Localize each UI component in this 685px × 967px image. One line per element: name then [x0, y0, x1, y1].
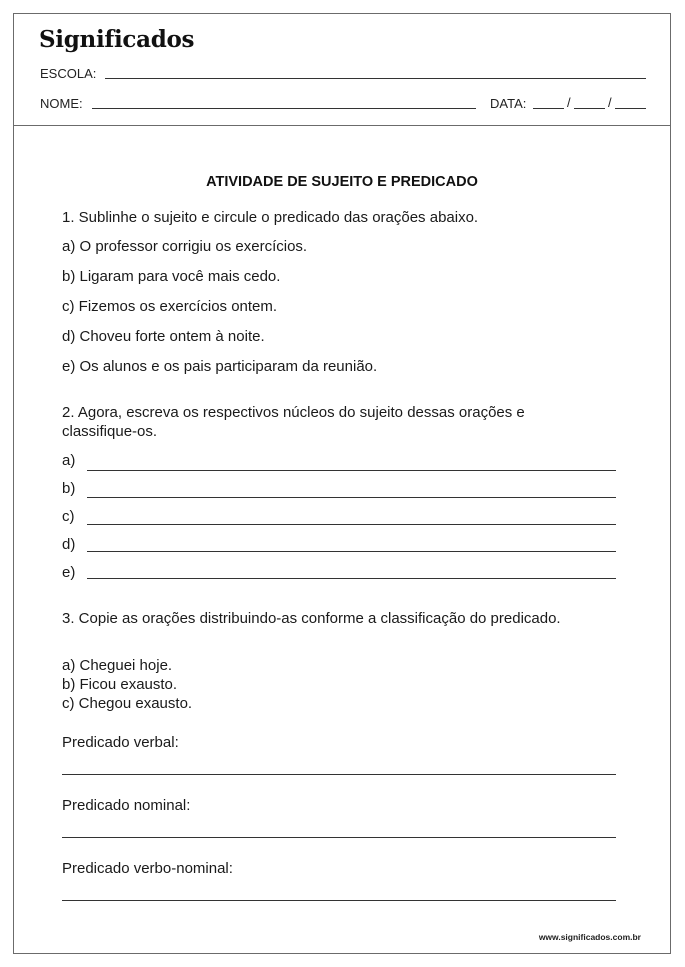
predicado-verbo-nominal-label: Predicado verbo-nominal: — [62, 860, 233, 877]
q1-item-c: c) Fizemos os exercícios ontem. — [62, 298, 278, 315]
q1-item-d: d) Choveu forte ontem à noite. — [62, 328, 265, 345]
q2-item-e-line[interactable] — [87, 578, 616, 579]
date-label: DATA: — [490, 96, 527, 111]
school-line[interactable] — [105, 78, 646, 79]
date-separator: / — [567, 95, 571, 110]
q2-item-b-label: b) — [62, 480, 76, 497]
predicado-nominal-line[interactable] — [62, 837, 616, 838]
question-1-prompt: 1. Sublinhe o sujeito e circule o predicado das orações abaixo. — [62, 209, 479, 226]
name-label: NOME: — [40, 96, 83, 111]
q2-item-a-line[interactable] — [87, 470, 616, 471]
brand-logo: Significados — [39, 26, 195, 53]
q3-item-b: b) Ficou exausto. — [62, 676, 178, 693]
q3-item-a: a) Cheguei hoje. — [62, 657, 173, 674]
date-year-line[interactable] — [615, 108, 646, 109]
question-3-prompt: 3. Copie as orações distribuindo-as conforme a classificação do predicado. — [62, 610, 561, 627]
worksheet-page — [13, 13, 671, 954]
predicado-verbal-label: Predicado verbal: — [62, 734, 179, 751]
question-2-prompt: 2. Agora, escreva os respectivos núcleos do sujeito dessas orações e classifique-os. — [62, 404, 525, 440]
predicado-verbo-nominal-line[interactable] — [62, 900, 616, 901]
date-month-line[interactable] — [574, 108, 605, 109]
school-label: ESCOLA: — [40, 66, 97, 81]
q2-item-d-line[interactable] — [87, 551, 616, 552]
date-day-line[interactable] — [533, 108, 564, 109]
q1-item-e: e) Os alunos e os pais participaram da reunião. — [62, 358, 378, 375]
predicado-nominal-label: Predicado nominal: — [62, 797, 191, 814]
q1-item-a: a) O professor corrigiu os exercícios. — [62, 238, 308, 255]
date-separator: / — [608, 95, 612, 110]
q2-item-c-label: c) — [62, 508, 75, 525]
worksheet-header — [14, 14, 670, 126]
q2-item-a-label: a) — [62, 452, 76, 469]
q3-item-c: c) Chegou exausto. — [62, 695, 193, 712]
q2-item-e-label: e) — [62, 564, 76, 581]
footer-url[interactable]: www.significados.com.br — [538, 932, 641, 942]
q1-item-b: b) Ligaram para você mais cedo. — [62, 268, 281, 285]
worksheet-title: ATIVIDADE DE SUJEITO E PREDICADO — [206, 174, 478, 190]
name-line[interactable] — [92, 108, 476, 109]
q2-item-d-label: d) — [62, 536, 76, 553]
q2-item-b-line[interactable] — [87, 497, 616, 498]
predicado-verbal-line[interactable] — [62, 774, 616, 775]
q2-item-c-line[interactable] — [87, 524, 616, 525]
